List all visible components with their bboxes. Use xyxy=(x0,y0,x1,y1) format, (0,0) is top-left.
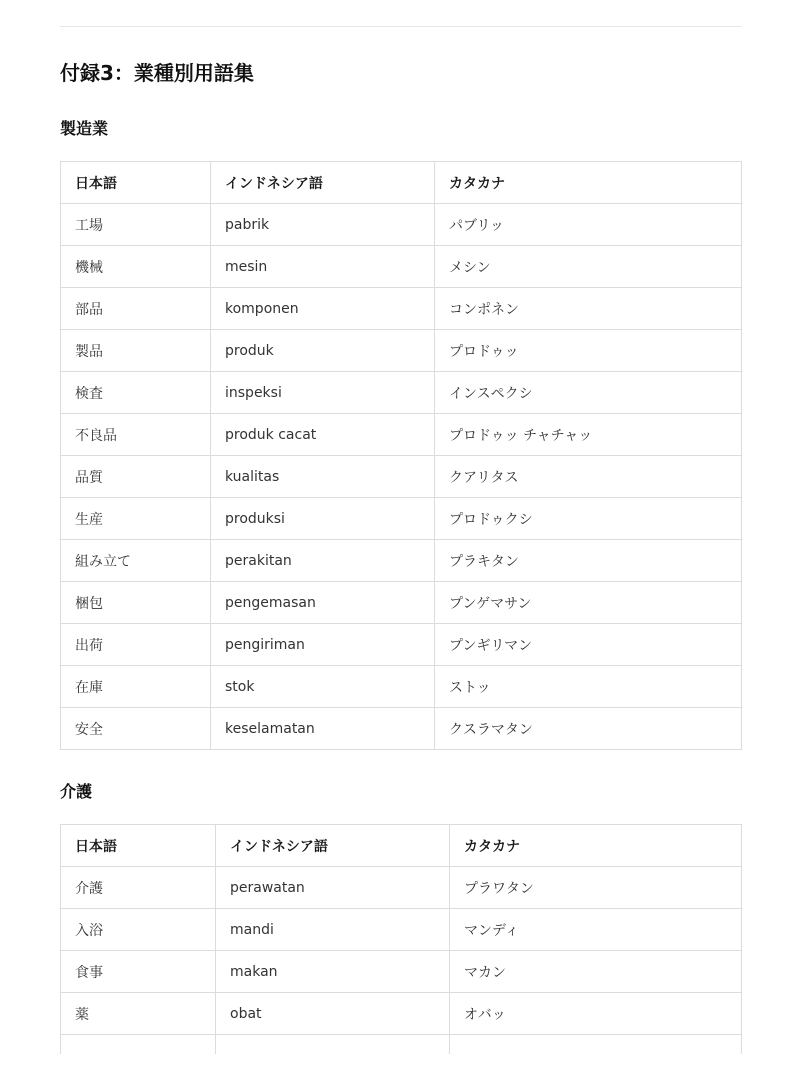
cell-indonesian: mesin xyxy=(211,246,435,288)
cell-katakana: プラワタン xyxy=(450,867,742,909)
cell-katakana: オバッ xyxy=(450,993,742,1035)
cell-japanese: 薬 xyxy=(61,993,216,1035)
cell-katakana: マンディ xyxy=(450,909,742,951)
cell-japanese: 不良品 xyxy=(61,414,211,456)
cell-katakana: プロドゥクシ xyxy=(435,498,742,540)
table-row xyxy=(61,414,742,456)
cell-japanese: 梱包 xyxy=(61,582,211,624)
cell-japanese: 機械 xyxy=(61,246,211,288)
cell-indonesian: obat xyxy=(216,993,450,1035)
table-row xyxy=(61,330,742,372)
column-header-katakana: カタカナ xyxy=(435,162,742,204)
column-header-indonesian: インドネシア語 xyxy=(216,825,450,867)
column-header-japanese: 日本語 xyxy=(61,825,216,867)
cell-indonesian: stok xyxy=(211,666,435,708)
cell-japanese: 工場 xyxy=(61,204,211,246)
table-row xyxy=(61,540,742,582)
column-header-indonesian: インドネシア語 xyxy=(211,162,435,204)
cell-indonesian: makan xyxy=(216,951,450,993)
cell-indonesian: kualitas xyxy=(211,456,435,498)
table-row xyxy=(61,867,742,909)
table-row xyxy=(61,993,742,1035)
table-row xyxy=(61,951,742,993)
column-header-katakana: カタカナ xyxy=(450,825,742,867)
cell-indonesian: pabrik xyxy=(211,204,435,246)
cell-japanese: 品質 xyxy=(61,456,211,498)
section-heading-manufacturing: 製造業 xyxy=(60,119,109,138)
table-row xyxy=(61,288,742,330)
cell-indonesian: produksi xyxy=(211,498,435,540)
table-row xyxy=(61,372,742,414)
table-row xyxy=(61,204,742,246)
glossary-table-manufacturing xyxy=(60,161,742,750)
cell-japanese: 介護 xyxy=(61,867,216,909)
cell-katakana: ストッ xyxy=(435,666,742,708)
table-row xyxy=(61,666,742,708)
cell-katakana: プロドゥッ チャチャッ xyxy=(435,414,742,456)
cell-japanese: 在庫 xyxy=(61,666,211,708)
table-row xyxy=(61,498,742,540)
cell-indonesian: perakitan xyxy=(211,540,435,582)
table-row xyxy=(61,909,742,951)
cell-japanese: 入浴 xyxy=(61,909,216,951)
glossary-table-care xyxy=(60,824,742,1077)
cell-katakana: クスラマタン xyxy=(435,708,742,750)
cell-indonesian: pengemasan xyxy=(211,582,435,624)
table-row xyxy=(61,246,742,288)
cell-katakana: プラキタン xyxy=(435,540,742,582)
page-cutoff xyxy=(0,1054,808,1080)
cell-katakana: インスペクシ xyxy=(435,372,742,414)
cell-japanese: 検査 xyxy=(61,372,211,414)
cell-indonesian: mandi xyxy=(216,909,450,951)
cell-indonesian: produk cacat xyxy=(211,414,435,456)
cell-katakana: プンギリマン xyxy=(435,624,742,666)
table-row xyxy=(61,456,742,498)
cell-japanese: 食事 xyxy=(61,951,216,993)
cell-katakana: プンゲマサン xyxy=(435,582,742,624)
table-row xyxy=(61,624,742,666)
cell-indonesian: inspeksi xyxy=(211,372,435,414)
table-header-row xyxy=(61,825,742,867)
column-header-japanese: 日本語 xyxy=(61,162,211,204)
cell-katakana: メシン xyxy=(435,246,742,288)
cell-japanese: 安全 xyxy=(61,708,211,750)
cell-japanese: 製品 xyxy=(61,330,211,372)
table-row xyxy=(61,582,742,624)
cell-katakana: クアリタス xyxy=(435,456,742,498)
page-title: 付録3：業種別用語集 xyxy=(60,61,254,85)
cell-indonesian: pengiriman xyxy=(211,624,435,666)
cell-japanese: 生産 xyxy=(61,498,211,540)
table-row xyxy=(61,708,742,750)
cell-katakana: プロドゥッ xyxy=(435,330,742,372)
cell-indonesian: produk xyxy=(211,330,435,372)
cell-japanese: 出荷 xyxy=(61,624,211,666)
cell-japanese: 組み立て xyxy=(61,540,211,582)
cell-katakana: パブリッ xyxy=(435,204,742,246)
top-divider xyxy=(60,26,741,27)
cell-indonesian: komponen xyxy=(211,288,435,330)
cell-indonesian: perawatan xyxy=(216,867,450,909)
cell-katakana: マカン xyxy=(450,951,742,993)
cell-katakana: コンポネン xyxy=(435,288,742,330)
section-heading-care: 介護 xyxy=(60,782,93,801)
cell-japanese: 部品 xyxy=(61,288,211,330)
cell-indonesian: keselamatan xyxy=(211,708,435,750)
table-header-row xyxy=(61,162,742,204)
